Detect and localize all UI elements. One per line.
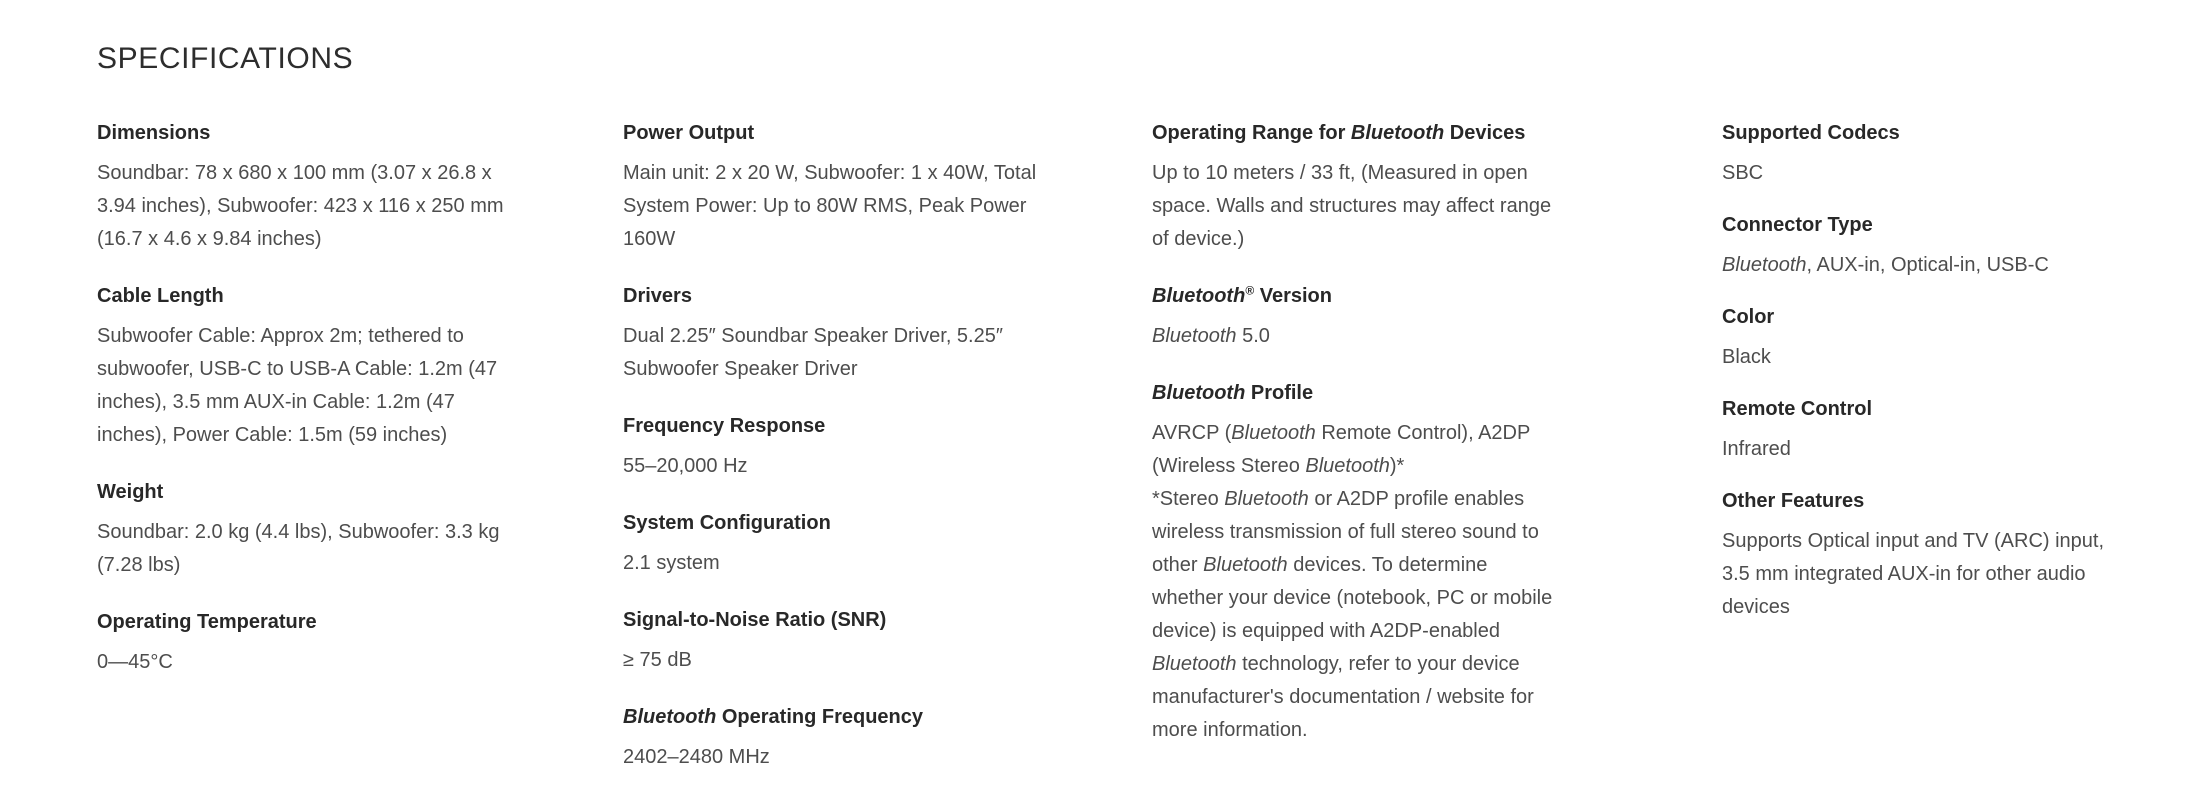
spec-section-color bbox=[1722, 304, 2192, 374]
spec-text-line: more information. bbox=[1152, 719, 1308, 741]
spec-heading-cable-length: Cable Length bbox=[97, 285, 224, 307]
spec-heading-snr: Signal-to-Noise Ratio (SNR) bbox=[623, 609, 887, 631]
spec-value-dimensions bbox=[97, 157, 547, 256]
spec-column-4 bbox=[1722, 120, 2192, 646]
spec-text-line: other Bluetooth devices. To determine bbox=[1152, 554, 1488, 576]
spec-value-cable-length bbox=[97, 320, 547, 452]
spec-value-bluetooth-operating-frequency bbox=[623, 741, 1078, 774]
spec-text-line: AVRCP (Bluetooth Remote Control), A2DP bbox=[1152, 422, 1531, 444]
spec-section-frequency-response bbox=[623, 413, 1078, 483]
spec-value-frequency-response bbox=[623, 450, 1078, 483]
spec-section-power-output bbox=[623, 120, 1078, 256]
spec-section-remote-control bbox=[1722, 396, 2192, 466]
spec-column-2 bbox=[623, 120, 1078, 788]
spec-heading-connector-type: Connector Type bbox=[1722, 214, 1873, 236]
spec-heading-system-configuration: System Configuration bbox=[623, 512, 831, 534]
spec-column-3 bbox=[1152, 120, 1612, 774]
spec-text-line: of device.) bbox=[1152, 228, 1245, 250]
spec-value-supported-codecs bbox=[1722, 157, 2192, 190]
spec-text-line: Infrared bbox=[1722, 438, 1791, 460]
spec-text-line: System Power: Up to 80W RMS, Peak Power bbox=[623, 195, 1027, 217]
spec-text-line: Supports Optical input and TV (ARC) input, bbox=[1722, 530, 2105, 552]
spec-text-line: 160W bbox=[623, 228, 676, 250]
spec-heading-operating-temperature: Operating Temperature bbox=[97, 611, 317, 633]
spec-section-operating-range bbox=[1152, 120, 1612, 256]
spec-text-line: Bluetooth, AUX-in, Optical-in, USB-C bbox=[1722, 254, 2049, 276]
spec-text-line: Main unit: 2 x 20 W, Subwoofer: 1 x 40W, Total bbox=[623, 162, 1037, 184]
spec-value-color bbox=[1722, 341, 2192, 374]
spec-text-line: 3.94 inches), Subwoofer: 423 x 116 x 250 mm bbox=[97, 195, 504, 217]
spec-text-line: subwoofer, USB-C to USB-A Cable: 1.2m (47 bbox=[97, 358, 498, 380]
spec-heading-other-features: Other Features bbox=[1722, 490, 1865, 512]
spec-value-weight bbox=[97, 516, 547, 582]
spec-columns bbox=[97, 120, 2200, 788]
spec-value-remote-control bbox=[1722, 433, 2192, 466]
spec-text-line: Bluetooth technology, refer to your device bbox=[1152, 653, 1520, 675]
spec-value-snr bbox=[623, 644, 1078, 677]
spec-text-line: Soundbar: 2.0 kg (4.4 lbs), Subwoofer: 3.3 kg bbox=[97, 521, 500, 543]
spec-section-other-features bbox=[1722, 488, 2192, 624]
spec-value-connector-type bbox=[1722, 249, 2192, 282]
spec-text-line: devices bbox=[1722, 596, 1790, 618]
spec-heading-bluetooth-operating-frequency: Bluetooth Operating Frequency bbox=[623, 706, 924, 728]
spec-section-dimensions bbox=[97, 120, 547, 256]
spec-value-bluetooth-profile bbox=[1152, 417, 1612, 747]
spec-heading-remote-control: Remote Control bbox=[1722, 398, 1872, 420]
spec-value-operating-range bbox=[1152, 157, 1612, 256]
spec-value-drivers bbox=[623, 320, 1078, 386]
spec-text-line: (Wireless Stereo Bluetooth)* bbox=[1152, 455, 1405, 477]
spec-value-operating-temperature bbox=[97, 646, 547, 679]
spec-column-1 bbox=[97, 120, 547, 706]
page-title: SPECIFICATIONS bbox=[97, 42, 354, 75]
spec-text-line: Soundbar: 78 x 680 x 100 mm (3.07 x 26.8 x bbox=[97, 162, 492, 184]
spec-text-line: ≥ 75 dB bbox=[623, 649, 692, 671]
spec-heading-drivers: Drivers bbox=[623, 285, 692, 307]
spec-text-line: SBC bbox=[1722, 162, 1764, 184]
spec-text-line: Dual 2.25″ Soundbar Speaker Driver, 5.25″ bbox=[623, 325, 1003, 347]
spec-text-line: Subwoofer Speaker Driver bbox=[623, 358, 858, 380]
spec-section-supported-codecs bbox=[1722, 120, 2192, 190]
spec-text-line: (16.7 x 4.6 x 9.84 inches) bbox=[97, 228, 322, 250]
spec-text-line: Black bbox=[1722, 346, 1771, 368]
spec-text-line: manufacturer's documentation / website for bbox=[1152, 686, 1534, 708]
spec-section-cable-length bbox=[97, 283, 547, 452]
spec-value-other-features bbox=[1722, 525, 2192, 624]
spec-heading-bluetooth-version: Bluetooth® Version bbox=[1152, 283, 1332, 307]
spec-text-line: space. Walls and structures may affect range bbox=[1152, 195, 1552, 217]
spec-section-connector-type bbox=[1722, 212, 2192, 282]
spec-text-line: Bluetooth 5.0 bbox=[1152, 325, 1270, 347]
spec-value-system-configuration bbox=[623, 547, 1078, 580]
spec-section-snr bbox=[623, 607, 1078, 677]
spec-text-line: inches), 3.5 mm AUX-in Cable: 1.2m (47 bbox=[97, 391, 455, 413]
spec-section-bluetooth-operating-frequency bbox=[623, 704, 1078, 774]
spec-heading-dimensions: Dimensions bbox=[97, 122, 211, 144]
spec-text-line: (7.28 lbs) bbox=[97, 554, 181, 576]
spec-text-line: 2.1 system bbox=[623, 552, 720, 574]
spec-text-line: 0—45°C bbox=[97, 651, 173, 673]
spec-heading-color: Color bbox=[1722, 306, 1775, 328]
spec-heading-weight: Weight bbox=[97, 481, 164, 503]
spec-section-operating-temperature bbox=[97, 609, 547, 679]
spec-heading-frequency-response: Frequency Response bbox=[623, 415, 826, 437]
spec-heading-power-output: Power Output bbox=[623, 122, 755, 144]
spec-section-bluetooth-profile bbox=[1152, 380, 1612, 747]
spec-section-bluetooth-version bbox=[1152, 283, 1612, 353]
spec-section-weight bbox=[97, 479, 547, 582]
spec-text-line: 55–20,000 Hz bbox=[623, 455, 748, 477]
spec-text-line: device) is equipped with A2DP-enabled bbox=[1152, 620, 1500, 642]
spec-text-line: *Stereo Bluetooth or A2DP profile enables bbox=[1152, 488, 1525, 510]
spec-text-line: 2402–2480 MHz bbox=[623, 746, 770, 768]
spec-heading-supported-codecs: Supported Codecs bbox=[1722, 122, 1900, 144]
spec-text-line: Up to 10 meters / 33 ft, (Measured in open bbox=[1152, 162, 1528, 184]
spec-heading-bluetooth-profile: Bluetooth Profile bbox=[1152, 382, 1314, 404]
spec-heading-operating-range: Operating Range for Bluetooth Devices bbox=[1152, 122, 1526, 144]
spec-section-system-configuration bbox=[623, 510, 1078, 580]
spec-value-power-output bbox=[623, 157, 1078, 256]
spec-text-line: Subwoofer Cable: Approx 2m; tethered to bbox=[97, 325, 464, 347]
spec-text-line: 3.5 mm integrated AUX-in for other audio bbox=[1722, 563, 2086, 585]
spec-section-drivers bbox=[623, 283, 1078, 386]
spec-text-line: inches), Power Cable: 1.5m (59 inches) bbox=[97, 424, 448, 446]
spec-value-bluetooth-version bbox=[1152, 320, 1612, 353]
spec-text-line: whether your device (notebook, PC or mobile bbox=[1152, 587, 1553, 609]
spec-text-line: wireless transmission of full stereo sound to bbox=[1152, 521, 1539, 543]
